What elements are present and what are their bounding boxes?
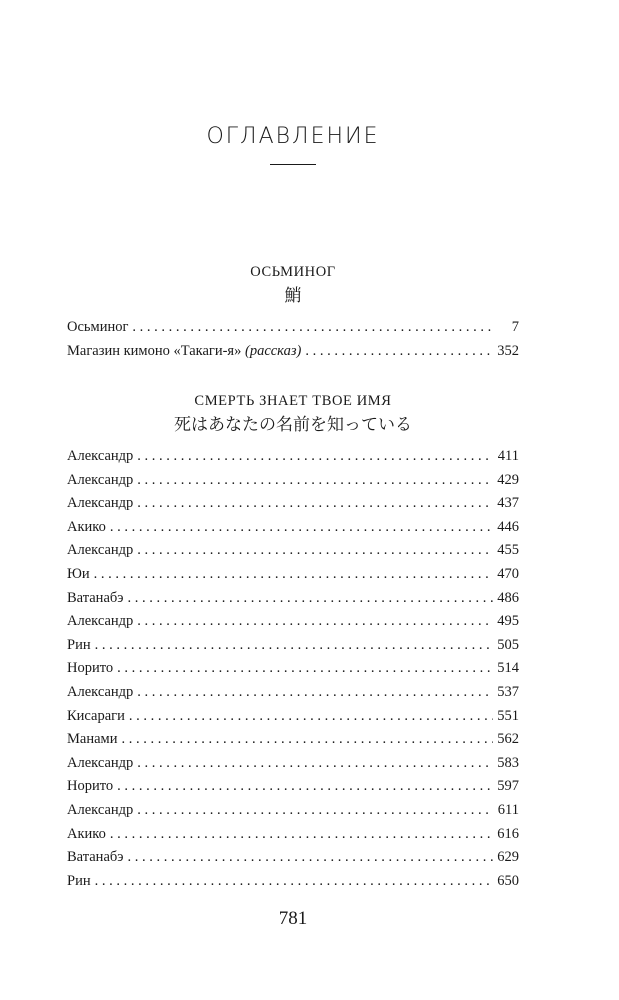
- toc-entry-title-text: Юи: [67, 565, 90, 582]
- toc-entry-title-text: Ватанабэ: [67, 589, 124, 606]
- toc-entry-page: 551: [497, 707, 519, 724]
- dot-leader: [94, 566, 493, 583]
- toc-entry-title: [67, 519, 106, 536]
- toc-entry[interactable]: [67, 448, 519, 472]
- dot-leader: [117, 660, 493, 677]
- toc-list: [67, 319, 519, 366]
- toc-entry-title: [67, 802, 133, 819]
- toc-entry-title-text: Александр: [67, 754, 134, 771]
- toc-entry-title-text: Александр: [67, 542, 134, 559]
- dot-leader: [137, 755, 493, 772]
- dot-leader: [137, 613, 493, 630]
- dot-leader: [127, 590, 493, 607]
- toc-entry-page: 562: [497, 731, 519, 748]
- dot-leader: [95, 637, 493, 654]
- toc-entry-title: [67, 684, 133, 701]
- toc-entry-page: 455: [497, 542, 519, 559]
- toc-entry-page: 514: [497, 660, 519, 677]
- dot-leader: [110, 826, 493, 843]
- toc-entry-title: [67, 660, 113, 677]
- dot-leader: [137, 684, 493, 701]
- toc-entry[interactable]: [67, 637, 519, 661]
- toc-entry-title-text: Акико: [67, 825, 106, 842]
- toc-entry-title: [67, 590, 123, 607]
- dot-leader: [127, 849, 493, 866]
- dot-leader: [137, 542, 493, 559]
- toc-entry-title-note: (рассказ): [244, 342, 302, 359]
- page-heading: ОГЛАВЛЕНИЕ: [206, 124, 380, 149]
- toc-entry-page: 352: [497, 342, 519, 359]
- toc-entry-page: 611: [497, 801, 519, 818]
- toc-entry-title: [67, 755, 133, 772]
- toc-entry-page: 597: [497, 778, 519, 795]
- toc-entry-title: [67, 613, 133, 630]
- toc-entry-page: 470: [497, 565, 519, 582]
- section-subtitle: 死はあなたの名前を知っている: [174, 415, 412, 435]
- toc-entry[interactable]: [67, 542, 519, 566]
- toc-entry-title-text: Александр: [67, 471, 134, 488]
- toc-entry-title: [67, 566, 90, 583]
- toc-entry[interactable]: [67, 849, 519, 873]
- toc-entry-title: [67, 849, 123, 866]
- toc-entry[interactable]: [67, 495, 519, 519]
- toc-entry-title-text: Норито: [67, 778, 114, 795]
- toc-entry-page: 446: [497, 518, 519, 535]
- toc-entry-title: [67, 708, 125, 725]
- dot-leader: [121, 731, 493, 748]
- toc-entry-page: 429: [497, 471, 519, 488]
- section-octopus: [67, 263, 519, 366]
- section-death-knows-your-name: [67, 392, 519, 896]
- toc-entry[interactable]: [67, 566, 519, 590]
- dot-leader: [305, 343, 493, 360]
- toc-entry[interactable]: [67, 778, 519, 802]
- toc-entry[interactable]: [67, 472, 519, 496]
- toc-entry-page: 411: [497, 448, 519, 464]
- toc-entry-page: 650: [497, 872, 519, 889]
- toc-entry-title: [67, 495, 133, 512]
- toc-entry-title-text: Кисараги: [67, 707, 125, 724]
- section-title: СМЕРТЬ ЗНАЕТ ТВОЕ ИМЯ: [194, 393, 392, 409]
- toc-entry[interactable]: [67, 731, 519, 755]
- toc-list: [67, 448, 519, 896]
- section-subtitle: 鮹: [284, 286, 302, 306]
- toc-entry-title: [67, 472, 133, 489]
- toc-entry[interactable]: [67, 613, 519, 637]
- toc-entry[interactable]: [67, 755, 519, 779]
- dot-leader: [117, 778, 493, 795]
- toc-entry-page: 629: [497, 849, 519, 866]
- toc-entry-page: 537: [497, 683, 519, 700]
- toc-entry[interactable]: [67, 519, 519, 543]
- toc-entry-title: [67, 778, 113, 795]
- dot-leader: [95, 873, 493, 890]
- page-number: 781: [278, 908, 308, 929]
- toc-entry-title-text: Александр: [67, 801, 134, 818]
- toc-entry[interactable]: [67, 343, 519, 367]
- toc-entry-page: 616: [497, 825, 519, 842]
- toc-entry-title: [67, 542, 133, 559]
- toc-entry[interactable]: [67, 590, 519, 614]
- toc-entry[interactable]: [67, 873, 519, 897]
- toc-entry-title-text: Рин: [67, 636, 91, 653]
- dot-leader: [137, 802, 493, 819]
- toc-entry-title: [67, 448, 133, 465]
- toc-entry[interactable]: [67, 826, 519, 850]
- dot-leader: [137, 448, 493, 465]
- toc-entry[interactable]: [67, 319, 519, 343]
- toc-entry-title-text: Осьминог: [67, 319, 129, 335]
- toc-entry-page: 486: [497, 589, 519, 606]
- toc-entry-title-text: Александр: [67, 683, 134, 700]
- toc-entry-page: 7: [511, 319, 519, 335]
- toc-entry-title-text: Акико: [67, 518, 106, 535]
- toc-entry-page: 495: [497, 613, 519, 630]
- toc-entry-title: [67, 343, 301, 360]
- toc-entry[interactable]: [67, 660, 519, 684]
- toc-entry-page: 437: [497, 495, 519, 512]
- toc-entry-title-text: Александр: [67, 495, 134, 512]
- toc-entry[interactable]: [67, 708, 519, 732]
- toc-entry-page: 505: [497, 636, 519, 653]
- toc-entry-title-text: Норито: [67, 660, 114, 677]
- toc-entry-title: [67, 731, 117, 748]
- toc-entry-page: 583: [497, 754, 519, 771]
- dot-leader: [132, 319, 493, 336]
- toc-entry-title-text: Александр: [67, 448, 134, 464]
- toc-entry-title-text: Манами: [67, 731, 118, 748]
- toc-entry-title: [67, 319, 128, 336]
- dot-leader: [129, 708, 493, 725]
- toc-entry[interactable]: [67, 802, 519, 826]
- dot-leader: [137, 472, 493, 489]
- heading-rule: [270, 164, 316, 165]
- toc-entry-title-text: Рин: [67, 872, 91, 889]
- toc-entry-title: [67, 826, 106, 843]
- toc-entry-title-text: Магазин кимоно «Такаги-я»: [67, 342, 245, 359]
- toc-entry-title-text: Александр: [67, 613, 134, 630]
- toc-entry-title: [67, 637, 91, 654]
- toc-entry-title-text: Ватанабэ: [67, 849, 124, 866]
- dot-leader: [110, 519, 493, 536]
- toc-entry-title: [67, 873, 91, 890]
- section-title: ОСЬМИНОГ: [250, 264, 336, 280]
- toc-entry[interactable]: [67, 684, 519, 708]
- dot-leader: [137, 495, 493, 512]
